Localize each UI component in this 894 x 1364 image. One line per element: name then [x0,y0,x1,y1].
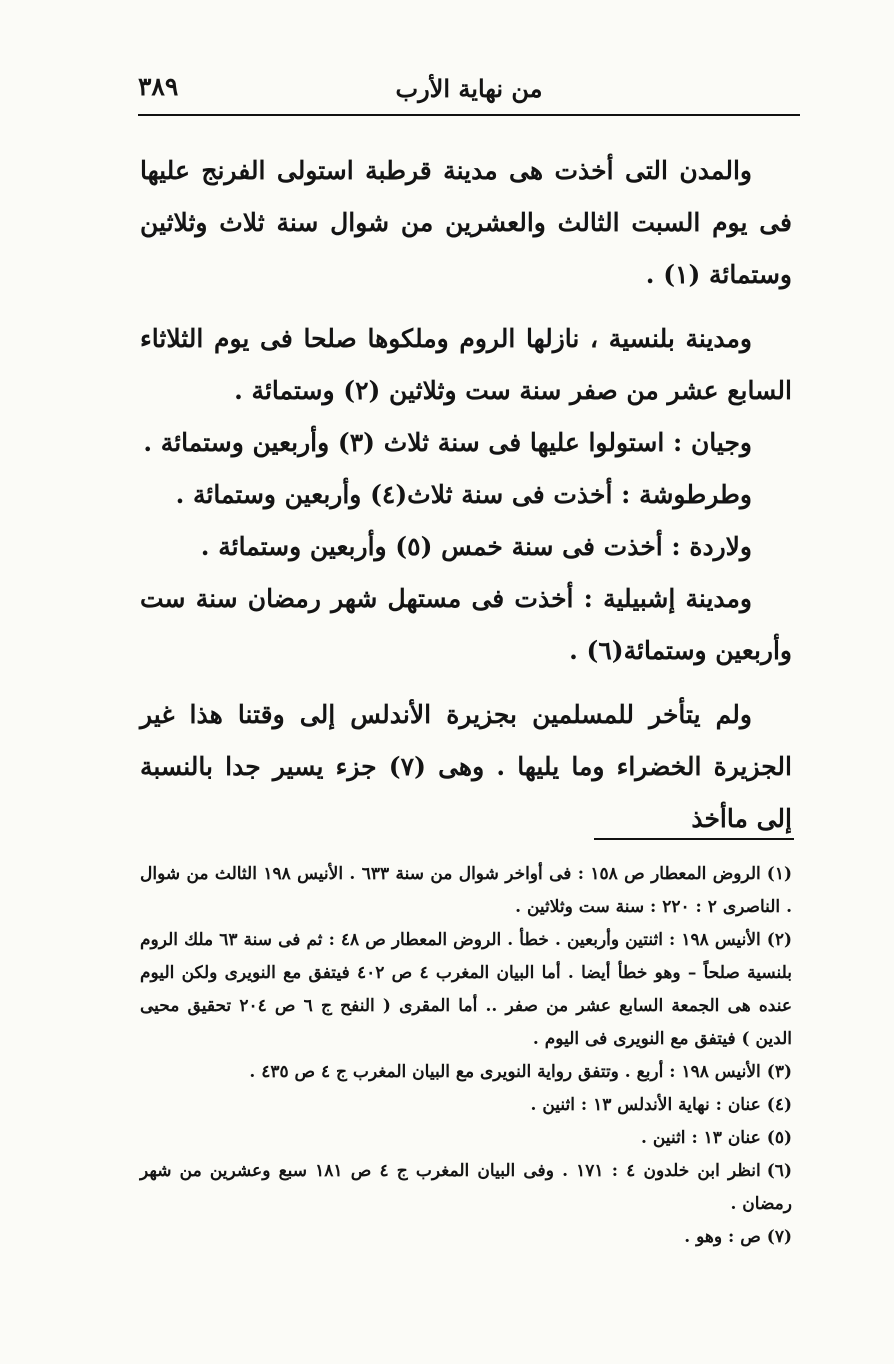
footnote-item [140,1155,792,1221]
footnote-text: الأنيس ١٩٨ : أربع . وتتفق رواية النويرى مع البيان المغرب ج ٤ ص ٤٣٥ . [249,1062,761,1082]
footnote-number: (٣) [766,1062,792,1082]
footnote-number: (٥) [766,1128,792,1148]
paragraph-cordoba: والمدن التى أخذت هى مدينة قرطبة استولى الفرنج عليها فى يوم السبت الثالث والعشرين من شوال سنة ثلاث وثلاثين وستمائة (١) . [140,156,792,289]
footnote-number: (٤) [766,1095,792,1115]
footnote-text: عنان ١٣ : اثنين . [641,1128,761,1148]
footnote-item [140,1221,792,1254]
footnote-item [140,1089,792,1122]
paragraph-jaen: وجيان : استولوا عليها فى سنة ثلاث (٣) وأربعين وستمائة . [143,428,752,457]
footnotes [140,858,792,1254]
footnote-item [140,858,792,924]
footnote-text: الأنيس ١٩٨ : اثنتين وأربعين . خطأ . الروض المعطار ص ٤٨ : ثم فى سنة ٦٣ ملك الروم بلنسية صلحاً – وهو خطأ أيضا . أما البيان المغرب ٤ ص ٤٠٢ فيتفق مع النويرى ولكن اليوم عنده هى الجمعة السابع عشر من صفر .. أما المقرى ( النفح ج ٦ ص ٢٠٤ تحقيق محيى الدين ) فيتفق مع النويرى فى اليوم . [140,930,793,1049]
paragraph-remaining: ولم يتأخر للمسلمين بجزيرة الأندلس إلى وقتنا هذا غير الجزيرة الخضراء وما يليها . وهى (٧) جزء يسير جدا بالنسبة إلى ماأخذ [140,700,792,833]
main-text [140,145,792,845]
paragraph-valencia: ومدينة بلنسية ، نازلها الروم وملكوها صلحا فى يوم الثلاثاء السابع عشر من صفر سنة ست وثلاثين (٢) وستمائة . [140,324,792,405]
paragraph-lleida: ولاردة : أخذت فى سنة خمس (٥) وأربعين وستمائة . [200,532,752,561]
header-rule [138,114,800,116]
page-number: ٣٨٩ [138,72,179,101]
footnote-item [140,1056,792,1089]
page-header [138,62,800,114]
footnote-item [140,1122,792,1155]
footnote-number: (٦) [766,1161,792,1181]
footnote-item [140,924,792,1056]
running-title: من نهاية الأرب [395,74,543,103]
paragraph-tortosa: وطرطوشة : أخذت فى سنة ثلاث(٤) وأربعين وستمائة . [175,480,752,509]
footnote-number: (٧) [766,1227,792,1247]
footnote-text: الروض المعطار ص ١٥٨ : فى أواخر شوال من سنة ٦٣٣ . الأنيس ١٩٨ الثالث من شوال . الناصرى ٢ : ٢٢٠ : سنة ست وثلاثين . [140,864,792,917]
footnote-text: ص : وهو . [684,1227,761,1247]
footnote-number: (١) [766,864,792,884]
footnote-number: (٢) [766,930,793,950]
paragraph-seville: ومدينة إشبيلية : أخذت فى مستهل شهر رمضان سنة ست وأربعين وستمائة(٦) . [140,584,792,665]
footnote-text: عنان : نهاية الأندلس ١٣ : اثنين . [530,1095,761,1115]
footnote-text: انظر ابن خلدون ٤ : ١٧١ . وفى البيان المغرب ج ٤ ص ١٨١ سبع وعشرين من شهر رمضان . [140,1161,792,1214]
footnote-separator [594,838,794,840]
